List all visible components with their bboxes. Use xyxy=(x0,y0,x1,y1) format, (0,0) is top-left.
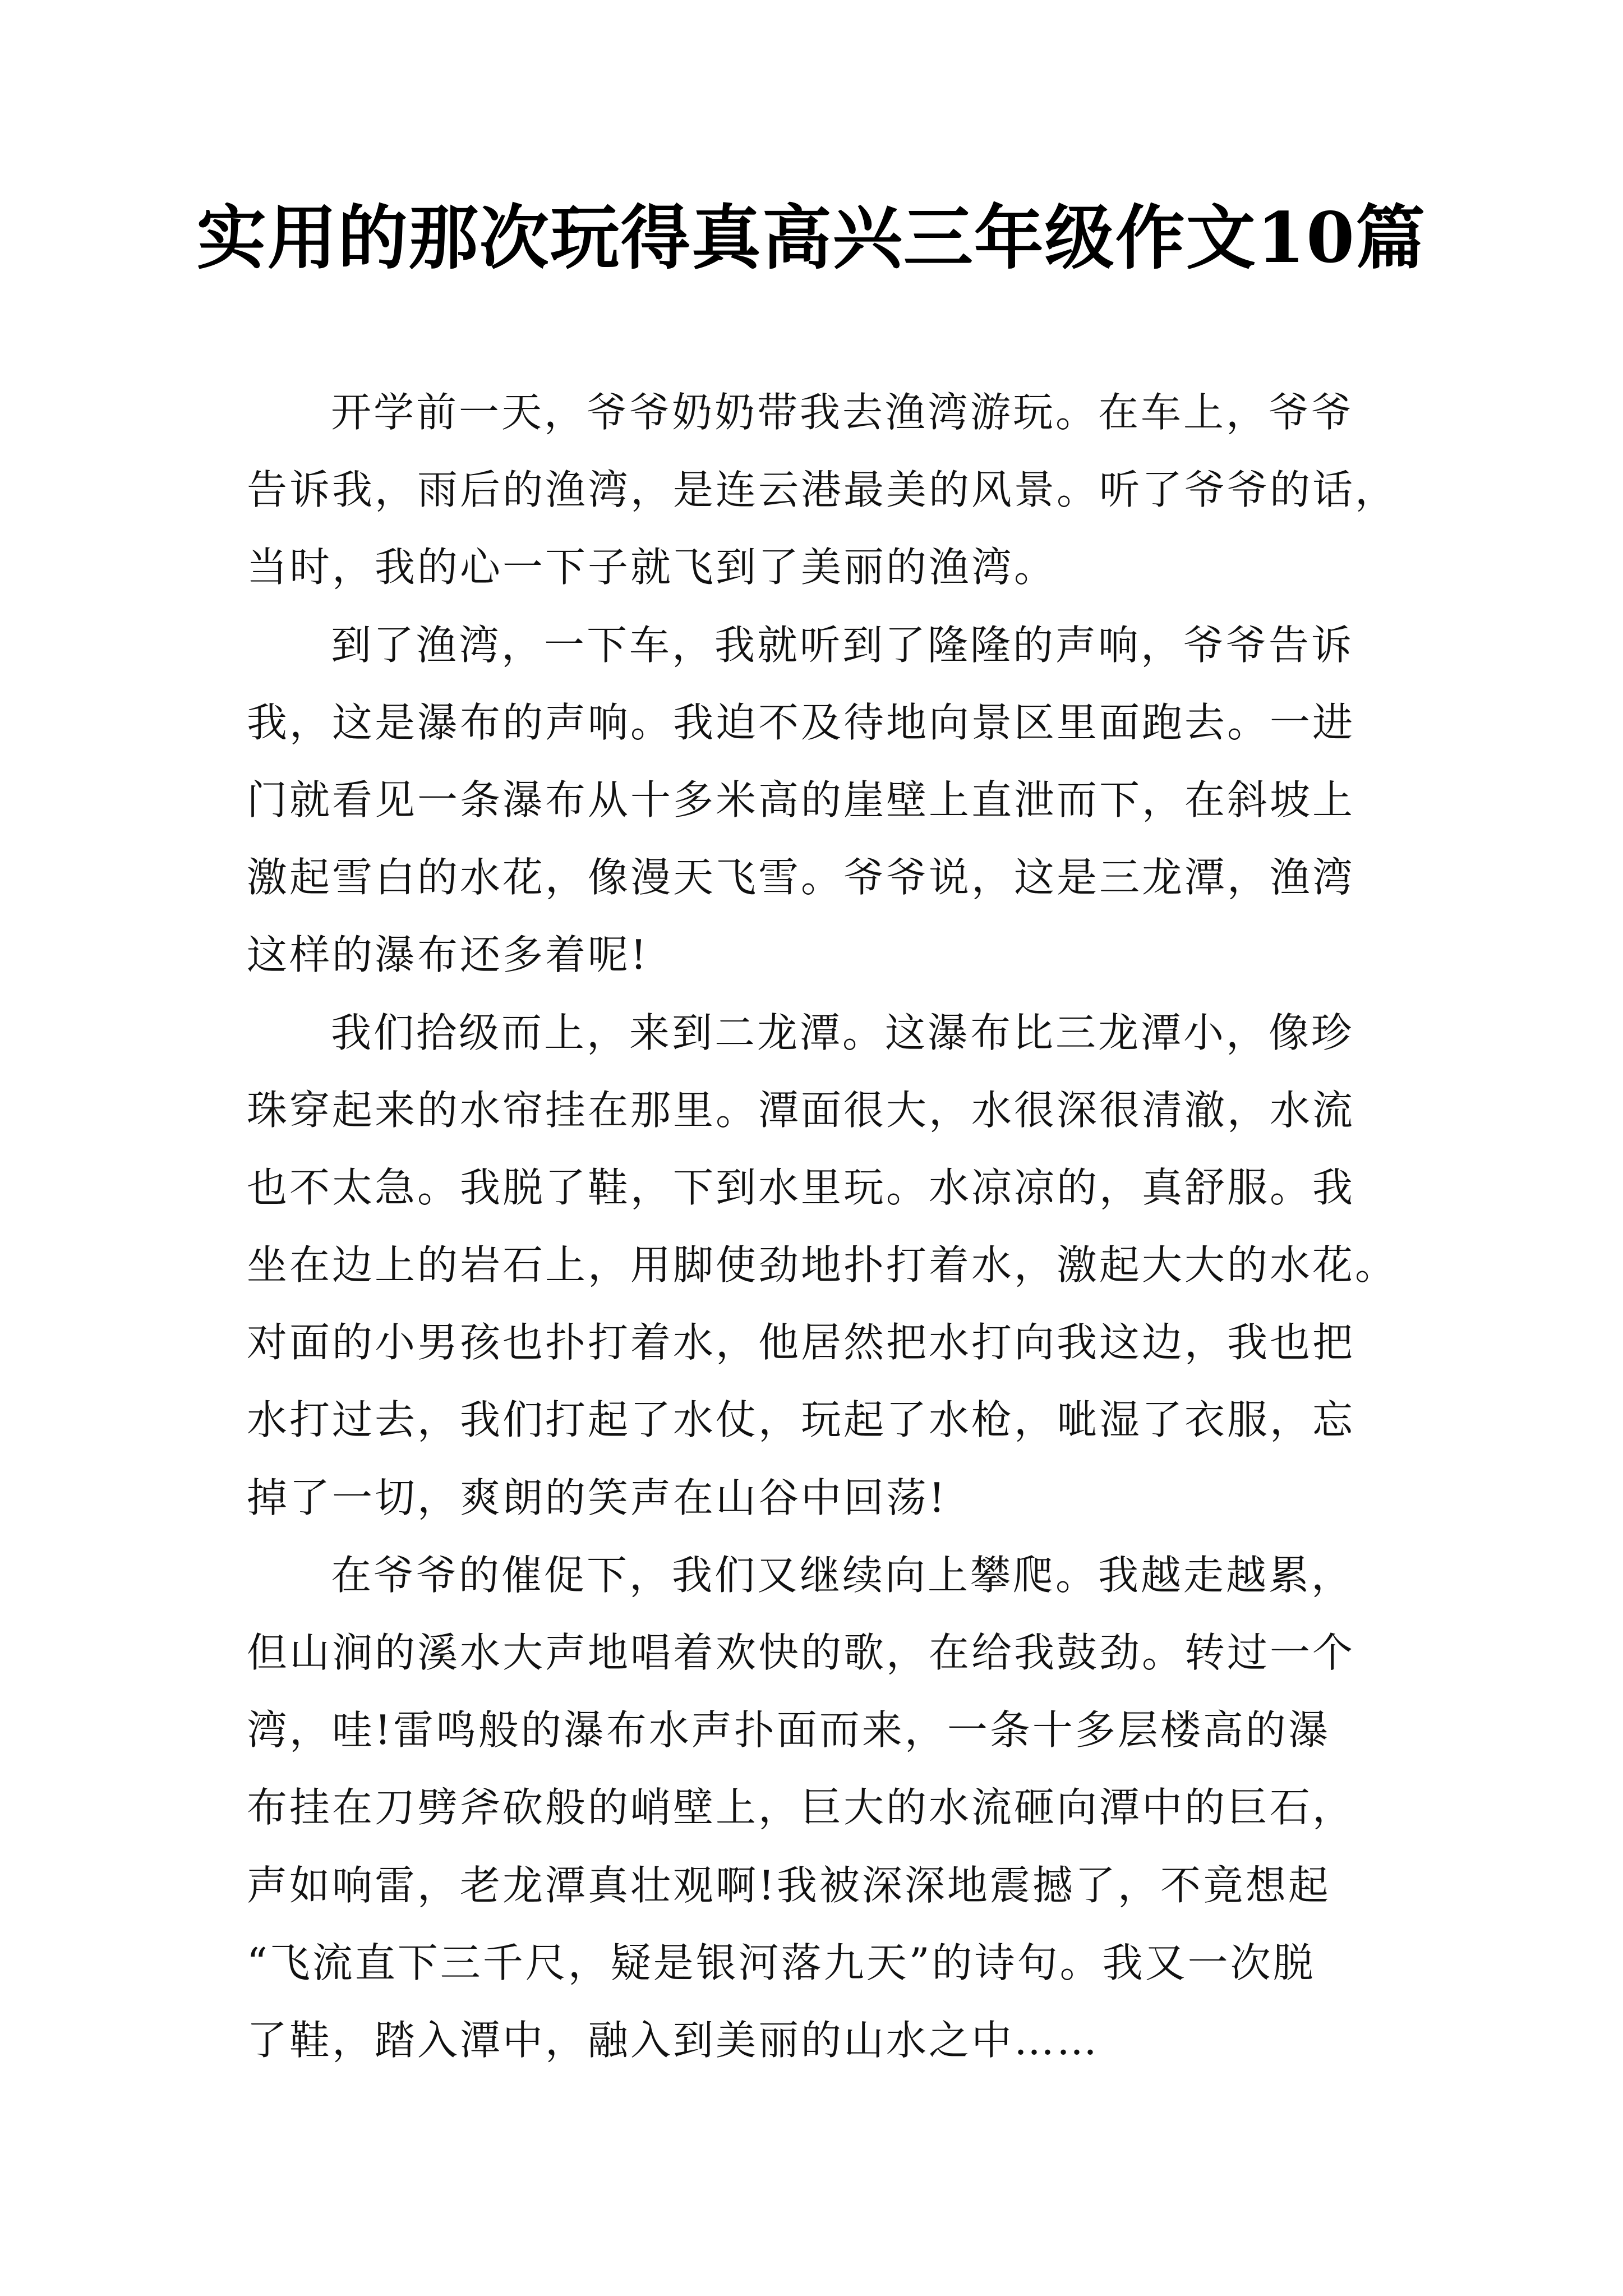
body-line: 坐在边上的岩石上，用脚使劲地扑打着水，激起大大的水花。 xyxy=(247,1241,1398,1289)
body-line: 但山涧的溪水大声地唱着欢快的歌，在给我鼓劲。转过一个 xyxy=(247,1629,1355,1676)
body-line: 告诉我，雨后的渔湾，是连云港最美的风景。听了爷爷的话， xyxy=(247,466,1398,514)
body-line: 我们拾级而上，来到二龙潭。这瀑布比三龙潭小，像珍 xyxy=(331,1009,1354,1056)
body-line: 珠穿起来的水帘挂在那里。潭面很大，水很深很清澈，水流 xyxy=(247,1086,1355,1134)
body-line: 在爷爷的催促下，我们又继续向上攀爬。我越走越累， xyxy=(331,1551,1354,1599)
body-line: 开学前一天，爷爷奶奶带我去渔湾游玩。在车上，爷爷 xyxy=(331,389,1354,436)
body-line: 激起雪白的水花，像漫天飞雪。爷爷说，这是三龙潭，渔湾 xyxy=(247,854,1355,901)
body-line: “飞流直下三千尺，疑是银河落九天”的诗句。我又一次脱 xyxy=(247,1939,1316,1986)
body-line: 声如响雷，老龙潭真壮观啊!我被深深地震撼了，不竟想起 xyxy=(247,1861,1331,1909)
body-line: 到了渔湾，一下车，我就听到了隆隆的声响，爷爷告诉 xyxy=(331,621,1354,669)
body-line: 这样的瀑布还多着呢! xyxy=(247,931,649,979)
document-title: 实用的那次玩得真高兴三年级作文10篇 xyxy=(196,197,1427,279)
body-line: 布挂在刀劈斧砍般的峭壁上，巨大的水流砸向潭中的巨石， xyxy=(247,1784,1355,1832)
document-body xyxy=(247,374,1398,2079)
body-line: 也不太急。我脱了鞋，下到水里玩。水凉凉的，真舒服。我 xyxy=(247,1163,1355,1211)
body-line: 湾，哇!雷鸣般的瀑布水声扑面而来，一条十多层楼高的瀑 xyxy=(247,1706,1331,1754)
body-line: 对面的小男孩也扑打着水，他居然把水打向我这边，我也把 xyxy=(247,1319,1355,1366)
body-line: 了鞋，踏入潭中，融入到美丽的山水之中…… xyxy=(247,2016,1100,2064)
body-line: 我，这是瀑布的声响。我迫不及待地向景区里面跑去。一进 xyxy=(247,698,1355,746)
body-line: 水打过去，我们打起了水仗，玩起了水枪，呲湿了衣服，忘 xyxy=(247,1396,1355,1444)
body-line: 门就看见一条瀑布从十多米高的崖壁上直泄而下，在斜坡上 xyxy=(247,776,1355,823)
body-line: 当时，我的心一下子就飞到了美丽的渔湾。 xyxy=(247,544,1057,591)
body-line: 掉了一切，爽朗的笑声在山谷中回荡! xyxy=(247,1474,947,1521)
